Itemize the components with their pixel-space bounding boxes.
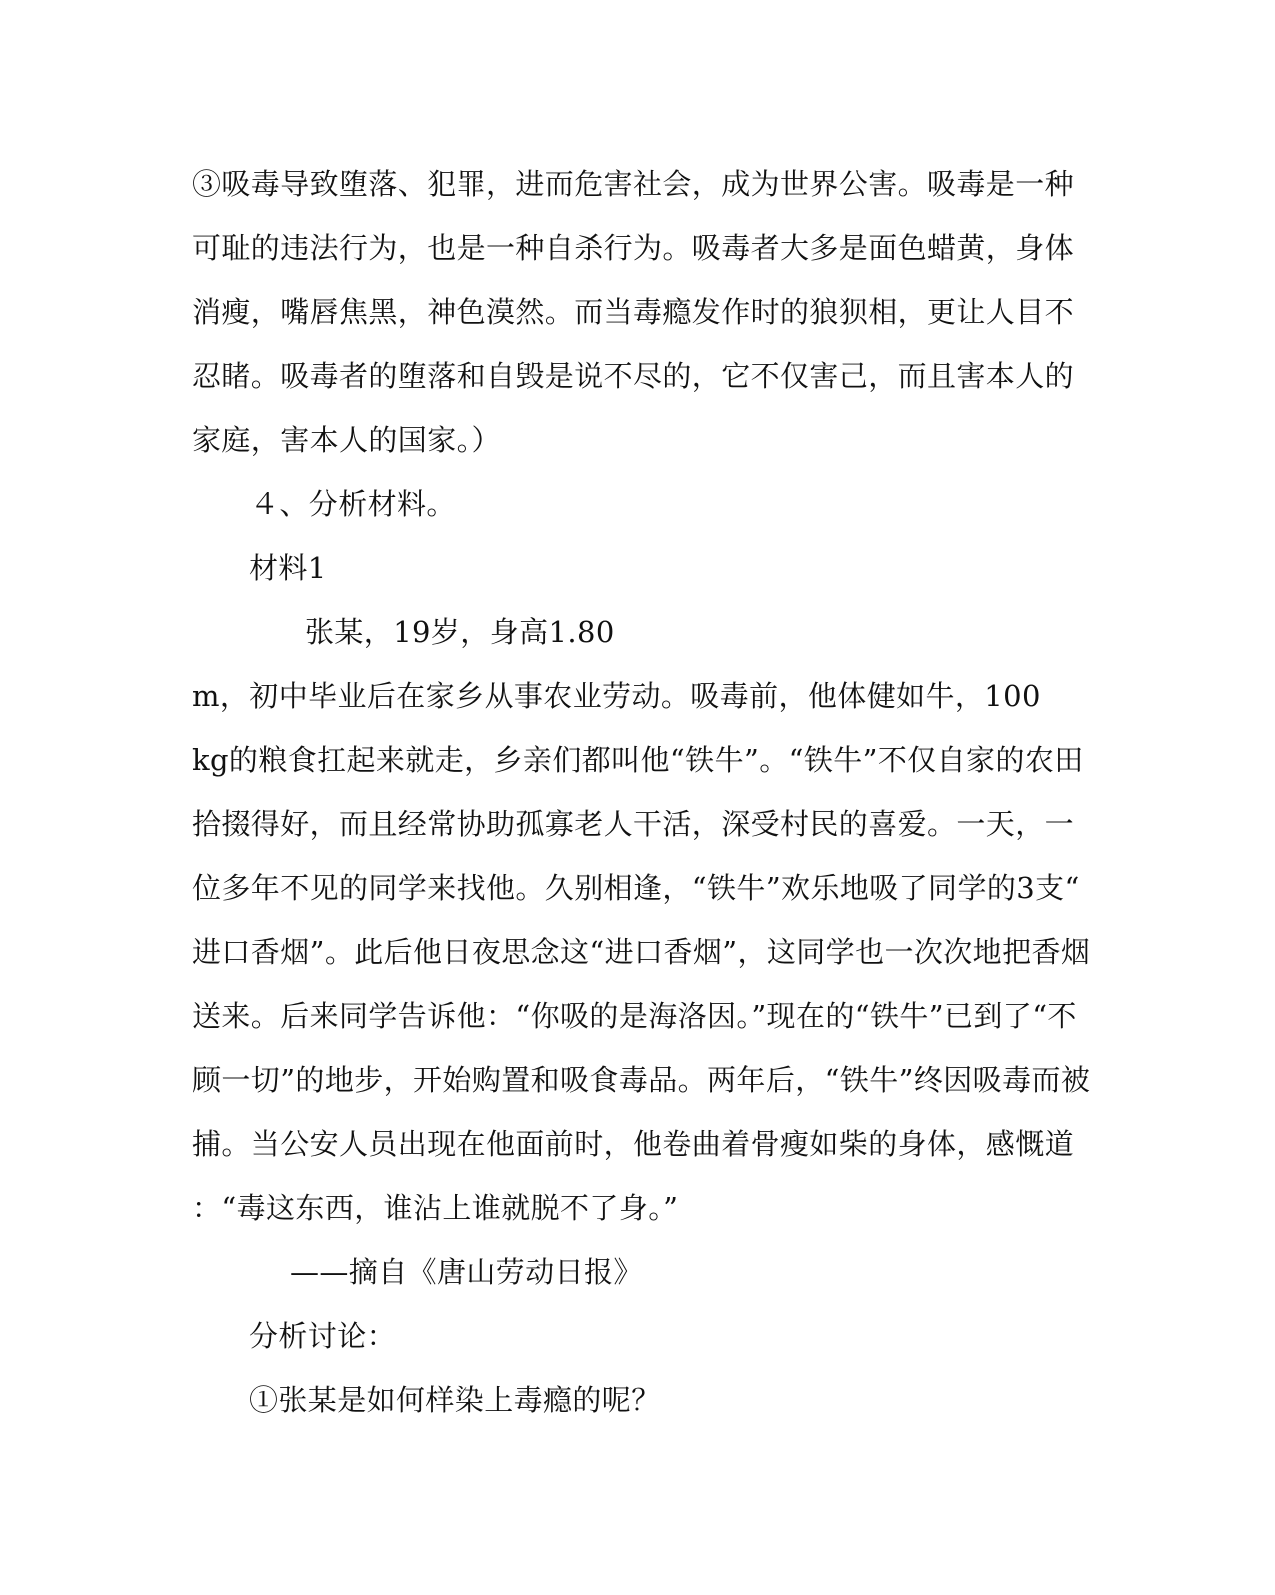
discussion-label: 分析讨论：	[249, 1319, 397, 1353]
paragraph-3-line-5: 家庭，害本人的国家。）	[192, 423, 501, 457]
material-label: 材料1	[249, 551, 327, 585]
material-line-9: 捕。当公安人员出现在他面前时，他卷曲着骨瘦如柴的身体，感慨道	[192, 1127, 1075, 1161]
material-line-4: 拾掇得好，而且经常协助孤寡老人干活，深受村民的喜爱。一天，一	[192, 807, 1075, 841]
material-line-8: 顾一切”的地步，开始购置和吸食毒品。两年后，“铁牛”终因吸毒而被	[192, 1063, 1091, 1097]
material-line-5: 位多年不见的同学来找他。久别相逢，“铁牛”欢乐地吸了同学的3支“	[192, 871, 1080, 905]
paragraph-3-line-2: 可耻的违法行为，也是一种自杀行为。吸毒者大多是面色蜡黄，身体	[192, 231, 1075, 265]
question-1: ①张某是如何样染上毒瘾的呢？	[249, 1383, 661, 1417]
material-line-3: kg的粮食扛起来就走，乡亲们都叫他“铁牛”。“铁牛”不仅自家的农田	[192, 743, 1084, 777]
paragraph-3-line-1: ③吸毒导致堕落、犯罪，进而危害社会，成为世界公害。吸毒是一种	[192, 167, 1075, 201]
material-line-7: 送来。后来同学告诉他：“你吸的是海洛因。”现在的“铁牛”已到了“不	[192, 999, 1077, 1033]
paragraph-3-line-4: 忍睹。吸毒者的堕落和自毁是说不尽的，它不仅害己，而且害本人的	[192, 359, 1075, 393]
paragraph-3-line-3: 消瘦，嘴唇焦黑，神色漠然。而当毒瘾发作时的狼狈相，更让人目不	[192, 295, 1075, 329]
material-line-1: 张某，19岁，身高1.80	[305, 615, 615, 649]
material-line-10: ：“毒这东西，谁沾上谁就脱不了身。”	[192, 1191, 679, 1225]
material-line-2: m，初中毕业后在家乡从事农业劳动。吸毒前，他体健如牛，100	[192, 679, 1041, 713]
material-line-6: 进口香烟”。此后他日夜思念这“进口香烟”，这同学也一次次地把香烟	[192, 935, 1091, 969]
source-citation: ——摘自《唐山劳动日报》	[290, 1255, 643, 1289]
section-heading: ４、分析材料。	[250, 487, 456, 521]
